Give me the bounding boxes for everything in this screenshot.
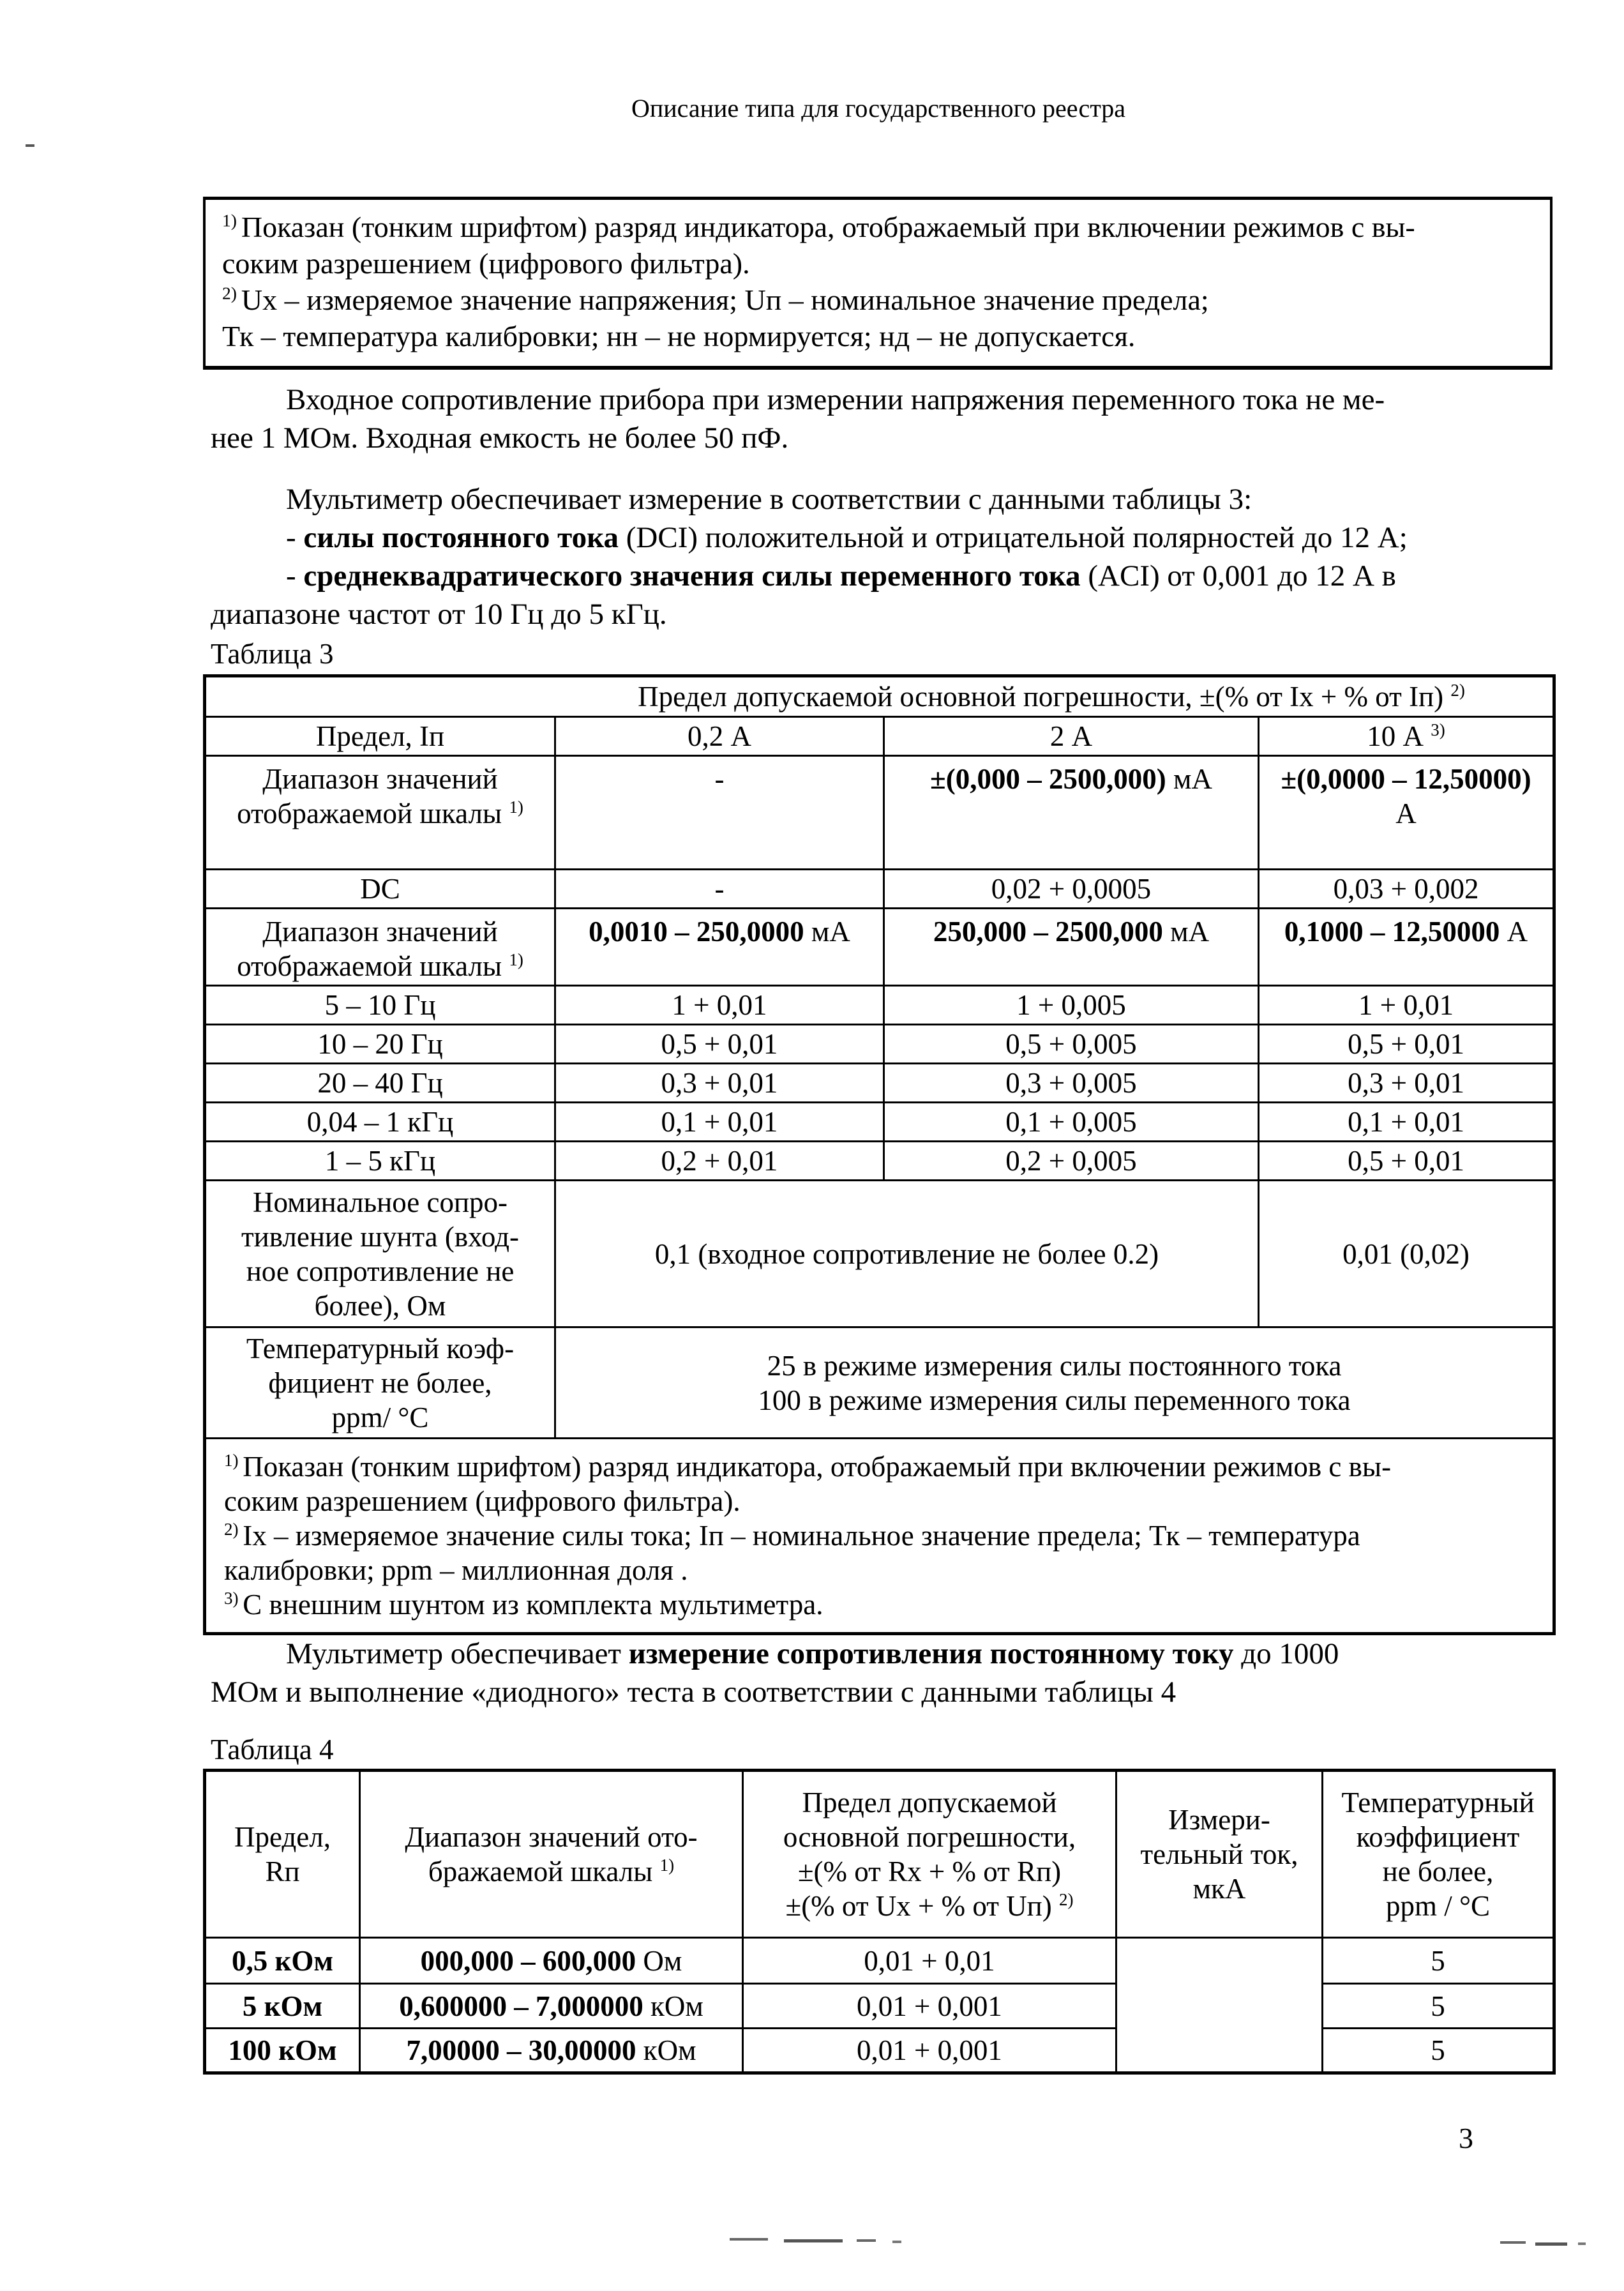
t3-header-limit: Предел, Iп [205, 717, 555, 756]
t3-freq-3-range: 0,04 – 1 кГц [205, 1103, 555, 1142]
table4-label: Таблица 4 [211, 1734, 334, 1766]
t3-scale-dc-10a: ±(0,0000 – 12,50000) А [1259, 756, 1554, 870]
t4-row2-range: 7,00000 – 30,00000 кОм [360, 2029, 743, 2073]
t3-scale-ac-0-2a: 0,0010 – 250,0000 мА [555, 909, 884, 986]
t3-scale-dc-2a: ±(0,000 – 2500,000) мА [884, 756, 1259, 870]
scan-artifact [857, 2239, 876, 2242]
t3-dc-2a: 0,02 + 0,0005 [884, 870, 1259, 909]
scan-artifact [730, 2238, 768, 2241]
t4-header-error: Предел допускаемой основной погрешности, ±(% от Rx + % от Rп) ±(% от Ux + % от Uп) $^{2)}$ [743, 1771, 1116, 1938]
t3-freq-row [205, 986, 1554, 1025]
t3-header-10a: 10 А $^{3)}$ [1259, 717, 1554, 756]
t3-scale-ac-row [205, 909, 1554, 986]
t3-freq-1-range: 10 – 20 Гц [205, 1025, 555, 1064]
t3-freq-1-v10: 0,5 + 0,01 [1259, 1025, 1554, 1064]
t3-freq-3-v02: 0,1 + 0,01 [555, 1103, 884, 1142]
t3-freq-row [205, 1103, 1554, 1142]
t3-header-0-2a: 0,2 А [555, 717, 884, 756]
t4-row1-error: 0,01 + 0,001 [743, 1984, 1116, 2029]
intro-footnote-box: $^{1)}$ Показан (тонким шрифтом) разряд индикатора, отображаемый при включении режимов с вы- соким разрешением (цифрового фильтра). $^{2)}$ Uх – измеряемое значение напряжения; Uп – номинальное значение предела; Тк – температура калибровки; нн – не нормируется; нд – не допускается. [203, 197, 1553, 370]
t3-shunt-label: Номинальное сопро- тивление шунта (вход- ное сопротивление не более), Ом [205, 1181, 555, 1327]
t3-freq-0-v02: 1 + 0,01 [555, 986, 884, 1025]
t3-shunt-mid-value: 0,1 (входное сопротивление не более 0.2) [555, 1181, 1259, 1327]
t3-freq-0-range: 5 – 10 Гц [205, 986, 555, 1025]
t4-row1-tempco: 5 [1323, 1984, 1554, 2029]
t3-dc-row [205, 870, 1554, 909]
t3-header-2a: 2 А [884, 717, 1259, 756]
t3-tempco-row [205, 1327, 1554, 1439]
scan-artifact [892, 2241, 901, 2243]
scan-artifact [1578, 2242, 1586, 2245]
t4-row1-range: 0,600000 – 7,000000 кОм [360, 1984, 743, 2029]
t3-freq-2-range: 20 – 40 Гц [205, 1064, 555, 1103]
t3-scale-dc-row [205, 756, 1554, 870]
paragraph-dci-item: - силы постоянного тока (DCI) положительной и отрицательной полярностей до 12 А; [286, 521, 1408, 554]
t4-header-tempco: Температурный коэффициент не более, ppm / °С [1323, 1771, 1554, 1938]
t3-scale-ac-10a: 0,1000 – 12,50000 А [1259, 909, 1554, 986]
t3-freq-row [205, 1025, 1554, 1064]
scan-artifact [784, 2239, 843, 2242]
t4-header-limit: Предел, Rп [205, 1771, 360, 1938]
t3-freq-row [205, 1142, 1554, 1181]
t4-header-range: Диапазон значений ото- бражаемой шкалы $^{1)}$ [360, 1771, 743, 1938]
t3-scale-ac-label: Диапазон значений отображаемой шкалы $^{1)}$ [205, 909, 555, 986]
scan-artifact [1500, 2241, 1526, 2244]
t4-row0-error: 0,01 + 0,01 [743, 1938, 1116, 1984]
t4-row0-range: 000,000 – 600,000 Ом [360, 1938, 743, 1984]
t3-freq-4-v2: 0,2 + 0,005 [884, 1142, 1259, 1181]
t3-freq-1-v02: 0,5 + 0,01 [555, 1025, 884, 1064]
t3-tempco-label: Температурный коэф- фициент не более, ppm/ °С [205, 1327, 555, 1439]
t4-current-merged-cell [1116, 1938, 1323, 2073]
t3-header-row [205, 717, 1554, 756]
t4-row0-limit: 0,5 кОм [205, 1938, 360, 1984]
t3-freq-2-v02: 0,3 + 0,01 [555, 1064, 884, 1103]
scan-artifact [26, 144, 34, 147]
t3-footnotes: $^{1)}$ Показан (тонким шрифтом) разряд индикатора, отображаемый при включении режимов с вы- соким разрешением (цифрового фильтра). $^{2)}$ Ix – измеряемое значение силы тока; Iп – номинальное значение предела; Тк – температура калибровки; ppm – миллионная доля . $^{3)}$ С внешним шунтом из комплекта мультиметра. [205, 1439, 1554, 1634]
t3-dc-0-2a: - [555, 870, 884, 909]
t3-shunt-row [205, 1181, 1554, 1327]
t3-tempco-value: 25 в режиме измерения силы постоянного тока 100 в режиме измерения силы переменного тока [555, 1327, 1554, 1439]
t3-freq-4-range: 1 – 5 кГц [205, 1142, 555, 1181]
t3-error-limit-title: Предел допускаемой основной погрешности, ±(% от Ix + % от Iп) $^{2)}$ [205, 676, 1554, 717]
t3-dc-10a: 0,03 + 0,002 [1259, 870, 1554, 909]
t4-row0-tempco: 5 [1323, 1938, 1554, 1984]
t4-data-row [205, 1938, 1554, 1984]
page-header-title: Описание типа для государственного реестра [631, 94, 1126, 123]
t3-dc-label: DC [205, 870, 555, 909]
paragraph-table3-intro: Мультиметр обеспечивает измерение в соответствии с данными таблицы 3: [286, 483, 1252, 516]
t4-row2-tempco: 5 [1323, 2029, 1554, 2073]
t3-scale-dc-0-2a: - [555, 756, 884, 870]
t3-freq-row [205, 1064, 1554, 1103]
paragraph-table4-intro: Мультиметр обеспечивает измерение сопротивления постоянному току до 1000 МОм и выполнение «диодного» теста в соответствии с данными таблицы 4 [211, 1637, 1339, 1709]
table3-label: Таблица 3 [211, 638, 334, 670]
t3-freq-1-v2: 0,5 + 0,005 [884, 1025, 1259, 1064]
t3-freq-4-v02: 0,2 + 0,01 [555, 1142, 884, 1181]
t3-footnotes-row [205, 1439, 1554, 1634]
t4-data-row [205, 1984, 1554, 2029]
t3-freq-3-v10: 0,1 + 0,01 [1259, 1103, 1554, 1142]
t3-freq-3-v2: 0,1 + 0,005 [884, 1103, 1259, 1142]
t3-freq-0-v10: 1 + 0,01 [1259, 986, 1554, 1025]
page-number: 3 [1459, 2122, 1473, 2154]
t4-row1-limit: 5 кОм [205, 1984, 360, 2029]
t3-freq-2-v10: 0,3 + 0,01 [1259, 1064, 1554, 1103]
t4-data-row [205, 2029, 1554, 2073]
t3-scale-dc-label: Диапазон значений отображаемой шкалы $^{1)}$ [205, 756, 555, 870]
t4-row2-limit: 100 кОм [205, 2029, 360, 2073]
t3-shunt-10a-value: 0,01 (0,02) [1259, 1181, 1554, 1327]
t3-scale-ac-2a: 250,000 – 2500,000 мА [884, 909, 1259, 986]
table-3-current-measurement [203, 674, 1556, 1635]
t3-title-row [205, 676, 1554, 717]
t3-freq-2-v2: 0,3 + 0,005 [884, 1064, 1259, 1103]
t3-freq-0-v2: 1 + 0,005 [884, 986, 1259, 1025]
paragraph-aci-item: - среднеквадратического значения силы переменного тока (ACI) от 0,001 до 12 А в диапазоне частот от 10 Гц до 5 кГц. [211, 559, 1396, 631]
t4-header-row [205, 1771, 1554, 1938]
table-4-resistance-measurement [203, 1769, 1556, 2075]
t4-row2-error: 0,01 + 0,001 [743, 2029, 1116, 2073]
t3-freq-4-v10: 0,5 + 0,01 [1259, 1142, 1554, 1181]
t4-header-current: Измери- тельный ток, мкА [1116, 1771, 1323, 1938]
scan-artifact [1535, 2242, 1567, 2246]
paragraph-input-impedance: Входное сопротивление прибора при измерении напряжения переменного тока не ме- нее 1 МОм. Входная емкость не более 50 пФ. [211, 383, 1385, 455]
